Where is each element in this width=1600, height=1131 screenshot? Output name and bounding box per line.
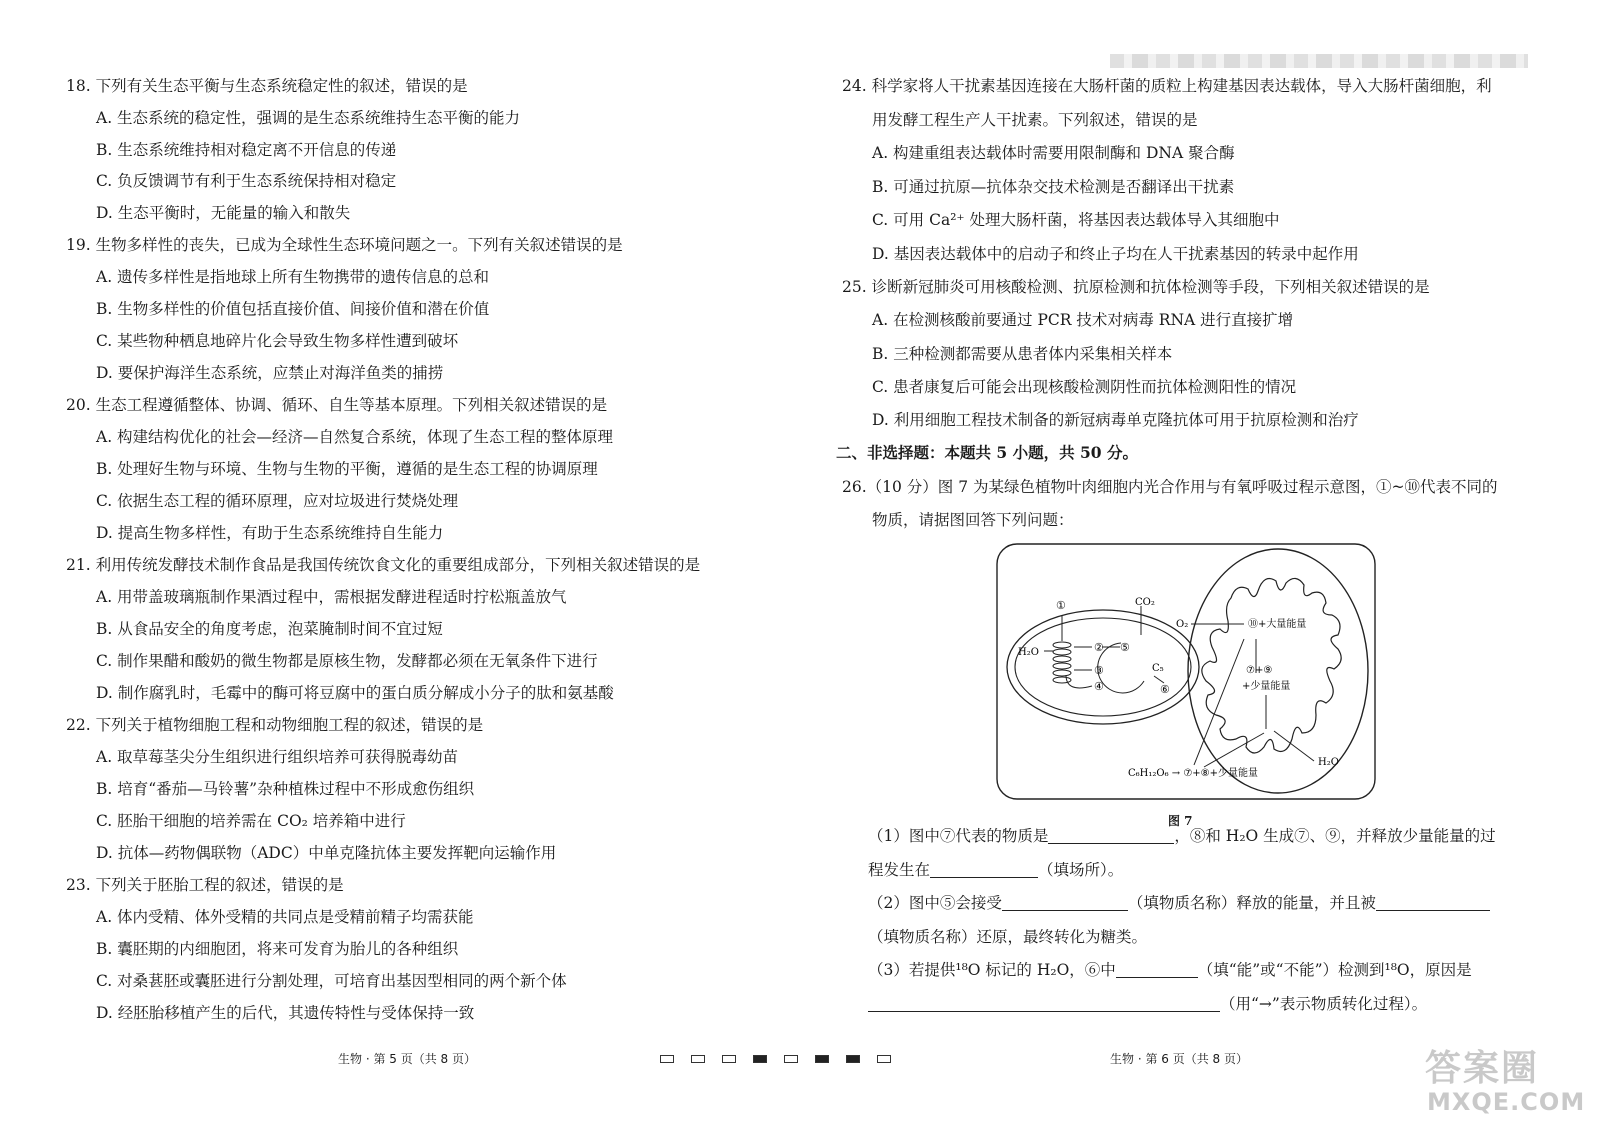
watermark-bottom: MXQE.COM [1427,1088,1586,1116]
question-option: D. 制作腐乳时，毛霉中的酶可将豆腐中的蛋白质分解成小分子的肽和氨基酸 [96,684,614,702]
answer-blank[interactable] [930,861,1038,878]
figure-7 [996,543,1376,800]
label-2: ② [1094,641,1104,654]
question-option: B. 三种检测都需要从患者体内采集相关样本 [872,345,1173,363]
question-option: B. 生物多样性的价值包括直接价值、间接价值和潜在价值 [96,300,490,318]
question-option: A. 用带盖玻璃瓶制作果酒过程中，需根据发酵进程适时拧松瓶盖放气 [96,588,567,606]
label-big-energy: ⑩+大量能量 [1248,619,1307,630]
label-mid-products: ⑦+⑨ [1246,665,1273,676]
question-option: A. 构建重组表达载体时需要用限制酶和 DNA 聚合酶 [872,144,1235,162]
label-1: ① [1056,599,1066,612]
question-stem: 21. 利用传统发酵技术制作食品是我国传统饮食文化的重要组成部分，下列相关叙述错误的是 [66,556,701,574]
label-h2o-left: H₂O [1018,647,1039,658]
answer-blank[interactable] [1002,894,1128,911]
subq-2-line-1: （2）图中⑤会接受 （填物质名称）释放的能量，并且被 [868,893,1490,913]
question-option: D. 要保护海洋生态系统，应禁止对海洋鱼类的捕捞 [96,364,444,382]
watermark-top: 答案圈 [1425,1048,1540,1089]
subq-3-line-2: （用“→”表示物质转化过程）。 [868,994,1427,1014]
question-option: A. 构建结构优化的社会—经济—自然复合系统，体现了生态工程的整体原理 [96,428,614,446]
scan-mark [691,1055,705,1063]
question-option: C. 患者康复后可能会出现核酸检测阴性而抗体检测阳性的情况 [872,378,1297,396]
question-option: D. 经胚胎移植产生的后代，其遗传特性与受体保持一致 [96,1004,475,1022]
question-option: A. 在检测核酸前要通过 PCR 技术对病毒 RNA 进行直接扩增 [872,311,1294,329]
label-h2o-right: H₂O [1318,757,1339,768]
question-option: A. 遗传多样性是指地球上所有生物携带的遗传信息的总和 [96,268,490,286]
scan-mark [660,1055,674,1063]
question-option: 用发酵工程生产人干扰素。下列叙述，错误的是 [872,111,1198,129]
label-small-energy: +少量能量 [1242,681,1291,692]
question-option: B. 培育“番茄—马铃薯”杂种植株过程中不形成愈伤组织 [96,780,475,798]
question-option: D. 利用细胞工程技术制备的新冠病毒单克隆抗体可用于抗原检测和治疗 [872,411,1359,429]
mitochondrion-arrows [1191,624,1314,767]
question-option: C. 制作果醋和酸奶的微生物都是原核生物，发酵都必须在无氧条件下进行 [96,652,598,670]
question-stem: 20. 生态工程遵循整体、协调、循环、自生等基本原理。下列相关叙述错误的是 [66,396,608,414]
question-stem: 22. 下列关于植物细胞工程和动物细胞工程的叙述，错误的是 [66,716,484,734]
label-o2: O₂ [1176,619,1189,630]
label-3: ③ [1094,664,1104,677]
scan-mark [722,1055,736,1063]
page-footer-right: 生物 · 第 6 页（共 8 页） [1110,1052,1248,1066]
label-5: ⑤ [1120,641,1130,654]
scan-mark [815,1055,829,1063]
label-c5: C₅ [1152,663,1164,674]
question-option: D. 提高生物多样性，有助于生态系统维持自生能力 [96,524,444,542]
answer-blank[interactable] [1116,961,1198,978]
question-option: C. 依据生态工程的循环原理，应对垃圾进行焚烧处理 [96,492,459,510]
question-option: A. 生态系统的稳定性，强调的是生态系统维持生态平衡的能力 [96,109,521,127]
question-option: C. 可用 Ca²⁺ 处理大肠杆菌，将基因表达载体导入其细胞中 [872,211,1280,229]
subq-3-line-1: （3）若提供¹⁸O 标记的 H₂O，⑥中 （填“能”或“不能”）检测到¹⁸O，原因是 [868,961,1472,979]
question-option: 物质，请据图回答下列问题： [872,511,1074,529]
scan-mark [846,1055,860,1063]
question-option: C. 负反馈调节有利于生态系统保持相对稳定 [96,172,397,190]
question-option: B. 囊胚期的内细胞团，将来可发育为胎儿的各种组织 [96,940,459,958]
question-option: D. 抗体—药物偶联物（ADC）中单克隆抗体主要发挥靶向运输作用 [96,844,557,862]
question-option: C. 胚胎干细胞的培养需在 CO₂ 培养箱中进行 [96,812,406,830]
question-stem: 26.（10 分）图 7 为某绿色植物叶肉细胞内光合作用与有氧呼吸过程示意图，①~⑩代表不同的 [842,478,1498,496]
question-stem: 19. 生物多样性的丧失，已成为全球性生态环境问题之一。下列有关叙述错误的是 [66,236,623,254]
question-option: A. 取草莓茎尖分生组织进行组织培养可获得脱毒幼苗 [96,748,459,766]
question-option: D. 生态平衡时，无能量的输入和散失 [96,204,351,222]
question-option: D. 基因表达载体中的启动子和终止子均在人干扰素基因的转录中起作用 [872,245,1359,263]
question-option: B. 从食品安全的角度考虑，泡菜腌制时间不宜过短 [96,620,443,638]
question-option: B. 可通过抗原—抗体杂交技术检测是否翻译出干扰素 [872,178,1235,196]
figure-caption: 图 7 [1168,814,1193,828]
question-option: B. 处理好生物与环境、生物与生物的平衡，遵循的是生态工程的协调原理 [96,460,598,478]
question-stem: 25. 诊断新冠肺炎可用核酸检测、抗原检测和抗体检测等手段，下列相关叙述错误的是 [842,278,1430,296]
scan-mark [753,1055,767,1063]
question-stem: 18. 下列有关生态平衡与生态系统稳定性的叙述，错误的是 [66,77,468,95]
thylakoid-stack [1053,642,1071,683]
question-option: C. 对桑葚胚或囊胚进行分割处理，可培育出基因型相同的两个新个体 [96,972,567,990]
answer-blank[interactable] [1376,894,1490,911]
question-option: B. 生态系统维持相对稳定离不开信息的传递 [96,141,397,159]
question-stem: 23. 下列关于胚胎工程的叙述，错误的是 [66,876,344,894]
scan-mark [784,1055,798,1063]
subq-2-line-2: （填物质名称）还原，最终转化为糖类。 [868,928,1148,946]
label-glucose: C₆H₁₂O₆ → ⑦+⑧+少量能量 [1128,768,1259,779]
mitochondrion-outer [1188,549,1368,793]
subq-1-line-1: （1）图中⑦代表的物质是 ，⑧和 H₂O 生成⑦、⑨，并释放少量能量的过 [868,827,1496,845]
page-footer-left: 生物 · 第 5 页（共 8 页） [338,1052,476,1066]
scan-mark [877,1055,891,1063]
photosynthesis-respiration-diagram [996,543,1376,800]
question-option: C. 某些物种栖息地碎片化会导致生物多样性遭到破坏 [96,332,459,350]
label-6: ⑥ [1160,683,1170,696]
answer-blank[interactable] [1048,827,1174,844]
subq-1-line-2: 程发生在 （填场所）。 [868,861,1124,879]
section-heading: 二、非选择题：本题共 5 小题，共 50 分。 [836,443,1138,462]
answer-blank[interactable] [868,995,1220,1012]
scan-marks [660,1055,910,1067]
header-strip [1110,54,1528,68]
question-option: A. 体内受精、体外受精的共同点是受精前精子均需获能 [96,908,474,926]
label-4: ④ [1094,680,1104,693]
question-stem: 24. 科学家将人干扰素基因连接在大肠杆菌的质粒上构建基因表达载体，导入大肠杆菌细胞，利 [842,77,1492,95]
watermark [1425,1040,1585,1120]
label-co2: CO₂ [1135,597,1155,608]
